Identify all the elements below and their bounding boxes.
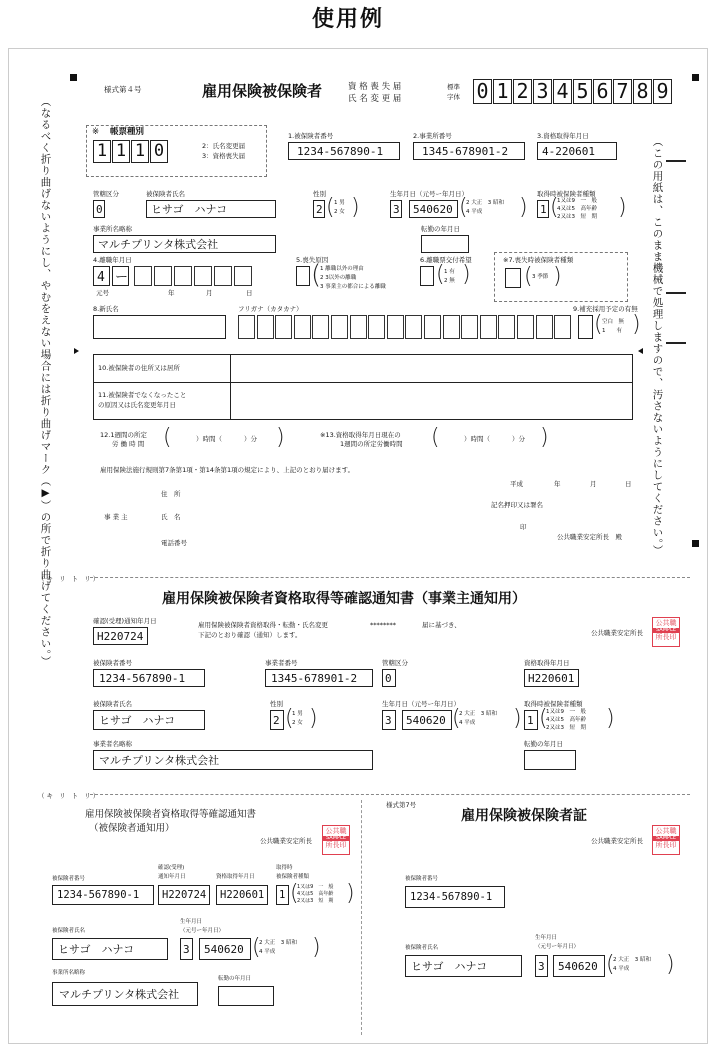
f13-paren-open: (: [431, 425, 440, 450]
notice2-type-label-2: 被保険者種類: [276, 874, 310, 880]
side-note-left: （なるべく折り曲げないようにし、やむをえない場合には折り曲げマーク（▶）の所で折り曲げてください。）: [39, 96, 52, 668]
side-note-right: （この用紙は、このまま機械で処理しますので、汚さないようにしてください。）: [651, 136, 664, 557]
furigana-cell[interactable]: [275, 315, 292, 339]
f12-label-2: 労 働 時 間: [112, 440, 145, 448]
notice1-text-2: 届に基づき、: [422, 621, 461, 629]
card-official-stamp: [652, 825, 680, 855]
furigana-cell[interactable]: [517, 315, 534, 339]
notice2-acq-label: 資格取得年月日: [216, 874, 255, 880]
card-birth-opt-2: 4 平成: [613, 966, 630, 972]
card-birth-label-2: （元号ー年月日）: [535, 944, 580, 950]
date-day: 日: [625, 480, 632, 488]
standard-digit-cell: 5: [573, 79, 592, 104]
leave-date-cell[interactable]: [134, 266, 152, 286]
ledger-digit-cell[interactable]: 1: [112, 140, 130, 163]
notice1-confirm-field[interactable]: H220724: [93, 627, 148, 645]
notice2-birth-paren-open: (: [252, 935, 261, 960]
notice1-type-paren-close: ): [606, 706, 615, 731]
sex-paren-open: (: [326, 195, 335, 220]
f12-label-1: 12.1週間の所定: [100, 431, 147, 439]
name-field[interactable]: ヒサゴ ハナコ: [146, 200, 276, 218]
notice2-birth-opt-2: 4 平成: [259, 949, 276, 955]
notice2-birth-label-1: 生年月日: [180, 919, 203, 925]
f13-paren-close: ): [540, 425, 549, 450]
form-title: 雇用保険被保険者: [202, 82, 323, 100]
ins-opt-3: 2又は3 短 期: [557, 214, 597, 220]
ledger-option-2: 2：氏名変更届: [202, 142, 246, 150]
notice1-era-field[interactable]: 3: [382, 710, 396, 730]
notice1-type-opt-3: 2又は3 短 期: [546, 725, 586, 731]
furigana-cell[interactable]: [387, 315, 404, 339]
notice2-era-field[interactable]: 3: [180, 938, 193, 960]
notice1-name-field[interactable]: ヒサゴ ハナコ: [93, 710, 205, 730]
ledger-option-3: 3：資格喪失届: [202, 152, 246, 160]
f13-label-2: 1週間の所定労働時間: [340, 440, 403, 448]
card-birth-label-1: 生年月日: [535, 935, 558, 941]
notice2-ins-no-field[interactable]: 1234-567890-1: [52, 885, 154, 905]
f5-opt-2: 2 3以外の離職: [320, 275, 357, 281]
card-ins-no-field[interactable]: 1234-567890-1: [405, 886, 505, 908]
notice1-mgmt-field[interactable]: 0: [382, 669, 396, 687]
notice2-title-2: （被保険者通知用）: [89, 823, 175, 834]
stamp-text-1: 公共職: [655, 827, 677, 835]
form-style-no: 様式第４号: [104, 85, 142, 94]
furigana-cell[interactable]: [312, 315, 329, 339]
notice1-office-field[interactable]: マルチプリンタ株式会社: [93, 750, 373, 770]
standard-digit-cell: 7: [613, 79, 632, 104]
card-title: 雇用保険被保険者証: [461, 808, 587, 824]
ledger-label: 帳票種別: [110, 127, 145, 137]
furigana-cell[interactable]: [257, 315, 274, 339]
f12-paren-open: (: [163, 425, 172, 450]
ins-paren-open: (: [550, 195, 559, 220]
f6-opt-1: 1 有: [444, 269, 455, 275]
f4-day: 日: [246, 289, 253, 297]
birth-opt-1: 2 大正 3 昭和: [466, 200, 504, 206]
birth-label: 生年月日（元号ー年月日）: [390, 190, 468, 198]
f6-paren-open: (: [436, 262, 445, 287]
furigana-cell[interactable]: [480, 315, 497, 339]
notice1-transfer-field[interactable]: [524, 750, 576, 770]
stamp-text-3: 所長印: [325, 841, 347, 849]
f7-paren-open: (: [524, 264, 533, 289]
notice1-type-opt-2: 4又は5 高年齢: [546, 717, 586, 723]
stamp-text-2: SAMPLE: [653, 628, 679, 633]
ledger-mark: ※: [92, 127, 100, 137]
separation-slip-field[interactable]: [420, 266, 434, 286]
notice2-type-paren-close: ): [346, 881, 355, 906]
notice2-office-field[interactable]: マルチプリンタ株式会社: [52, 982, 198, 1006]
f7-label: ※7.喪失時被保険者種類: [503, 256, 574, 264]
side-mark-3: [666, 342, 686, 344]
notice1-confirm-label: 確認(受理)通知年月日: [93, 617, 157, 625]
standard-digit-cell: 2: [513, 79, 532, 104]
ins-paren-close: ): [618, 195, 627, 220]
sex-field[interactable]: 2: [313, 200, 325, 218]
card-birth-paren-close: ): [666, 952, 675, 977]
f11-label-2: の原因又は氏名変更年月日: [98, 401, 176, 409]
furigana-cell[interactable]: [498, 315, 515, 339]
furigana-cell[interactable]: [461, 315, 478, 339]
card-style-no: 様式第7号: [386, 801, 417, 809]
notice1-sex-paren-close: ): [309, 706, 318, 731]
cut-label-1: （キ リ ト リ）: [38, 575, 102, 583]
notice2-name-label: 被保険者氏名: [52, 928, 86, 934]
f3-label: 3.資格取得年月日: [537, 132, 589, 140]
notice1-text-1: 雇用保険被保険者資格取得・転勤・氏名変更: [198, 621, 328, 629]
ins-opt-2: 4又は5 高年齢: [557, 206, 597, 212]
date-year: 年: [554, 480, 561, 488]
notice1-birth-field[interactable]: 540620: [402, 710, 452, 730]
alignment-mark-tl: [70, 74, 77, 81]
office-name-field[interactable]: マルチプリンタ株式会社: [93, 235, 276, 253]
notice1-type-paren-open: (: [539, 706, 548, 731]
notice1-birth-paren-close: ): [513, 706, 522, 731]
card-name-label: 被保険者氏名: [405, 945, 439, 951]
fold-mark-right-icon: [638, 348, 643, 354]
notice1-birth-paren-open: (: [452, 706, 461, 731]
f5-opt-3: 3 事業主の都合による離職: [320, 284, 386, 290]
ins-opt-1: 1又は9 一 般: [557, 198, 597, 204]
notice1-text-3: 下記のとおり確認（通知）します。: [198, 631, 302, 639]
f11-label-1: 11.被保険者でなくなったこと: [98, 391, 187, 399]
notice1-office-no-label: 事業者番号: [265, 659, 298, 667]
notice1-office-chief: 公共職業安定所長: [591, 629, 643, 637]
statement: 雇用保険法施行規則第7条第1項・第14条第1項の規定により、上記のとおり届けます。: [100, 466, 355, 474]
f5-label: 5.喪失原因: [296, 256, 329, 264]
f9-opt-1: 空白 無: [602, 319, 625, 325]
notice1-sex-paren-open: (: [285, 706, 294, 731]
f6-label: 6.離職票交付希望: [420, 256, 472, 264]
cut-line-1: [90, 577, 690, 578]
mgmt-field[interactable]: 0: [93, 200, 105, 218]
notice2-birth-opt-1: 2 大正 3 昭和: [259, 940, 297, 946]
sex-paren-close: ): [351, 195, 360, 220]
birth-date-field[interactable]: 540620: [409, 200, 458, 218]
furigana-cell[interactable]: [443, 315, 460, 339]
notice1-type-opt-1: 1又は9 一 般: [546, 709, 586, 715]
standard-digit-cell: 9: [653, 79, 672, 104]
loss-type-field[interactable]: [505, 268, 521, 288]
leave-date-cell[interactable]: [174, 266, 192, 286]
sex-label: 性別: [313, 190, 326, 198]
alignment-mark-br: [692, 540, 699, 547]
notice2-confirm-field[interactable]: H220724: [158, 885, 210, 905]
reason-input[interactable]: [232, 385, 630, 418]
table-divider-v: [230, 354, 231, 420]
notice2-birth-field[interactable]: 540620: [199, 938, 251, 960]
notice2-office-label: 事業所名略称: [52, 970, 86, 976]
notice2-type-field[interactable]: 1: [276, 885, 289, 905]
f2-label: 2.事業所番号: [413, 132, 452, 140]
notice2-title-1: 雇用保険被保険者資格取得等確認通知書: [85, 809, 257, 820]
birth-opt-2: 4 平成: [466, 209, 483, 215]
ledger-digit-cell[interactable]: 0: [150, 140, 168, 163]
std-label-2: 字体: [447, 93, 460, 101]
notice2-name-field[interactable]: ヒサゴ ハナコ: [52, 938, 168, 960]
f9-label: 9.補充採用予定の有無: [573, 305, 638, 313]
seal-label: 記名押印又は署名: [491, 501, 543, 509]
notice1-birth-opt-1: 2 大正 3 昭和: [459, 711, 497, 717]
std-label-1: 標準: [447, 83, 460, 91]
notice1-official-stamp: [652, 617, 680, 647]
leave-date-cell[interactable]: [154, 266, 172, 286]
notice2-acq-field[interactable]: H220601: [216, 885, 268, 905]
ins-type-field[interactable]: 1: [537, 200, 549, 218]
notice2-birth-paren-close: ): [312, 935, 321, 960]
f5-paren-open: (: [311, 260, 322, 290]
cut-line-2: [90, 794, 690, 795]
leave-date-cell[interactable]: [214, 266, 232, 286]
birth-paren-open: (: [459, 195, 468, 220]
f13-label-1: ※13.資格取得年月日現在の: [320, 431, 401, 439]
f9-opt-2: 1 有: [602, 328, 622, 334]
f8-furigana: フリガナ（カタカナ）: [238, 305, 303, 313]
notice1-office-label: 事業者名略称: [93, 740, 132, 748]
f7-opt: 3 季節: [532, 274, 549, 280]
card-birth-field[interactable]: 540620: [553, 955, 605, 977]
date-era: 平成: [510, 480, 523, 488]
stamp-text-2: SAMPLE: [653, 836, 679, 841]
furigana-cell[interactable]: [424, 315, 441, 339]
replacement-field[interactable]: [578, 315, 593, 339]
transfer-date-field[interactable]: [421, 235, 469, 253]
furigana-cell[interactable]: [331, 315, 348, 339]
furigana-cell[interactable]: [554, 315, 571, 339]
address-label: 住 所: [161, 490, 181, 498]
f4-year: 年: [168, 289, 175, 297]
phone-label: 電話番号: [161, 539, 187, 547]
ledger-digit-cell[interactable]: 1: [131, 140, 149, 163]
stamp-text-3: 所長印: [655, 841, 677, 849]
fold-mark-left-icon: [74, 348, 79, 354]
ins-type-label: 取得時被保険者種類: [537, 190, 596, 198]
furigana-cell[interactable]: [405, 315, 422, 339]
f7-paren-close: ): [553, 264, 562, 289]
notice1-mgmt-label: 管轄区分: [382, 659, 408, 667]
page-title: 使用例: [312, 7, 385, 32]
notice1-type-field[interactable]: 1: [524, 710, 538, 730]
employer-label: 事 業 主: [104, 513, 128, 521]
furigana-cell[interactable]: [368, 315, 385, 339]
notice2-transfer-field[interactable]: [218, 986, 274, 1006]
standard-digit-cell: 0: [473, 79, 492, 104]
leave-date-era-field[interactable]: 4: [93, 266, 110, 286]
notice2-confirm-label-2: 通知年月日: [158, 874, 186, 880]
card-birth-opt-1: 2 大正 3 昭和: [613, 957, 651, 963]
to-office-label: 公共職業安定所長 殿: [557, 533, 622, 541]
card-era-field[interactable]: 3: [535, 955, 548, 977]
alignment-mark-tr: [692, 74, 699, 81]
f9-paren-open: (: [594, 312, 603, 337]
notice1-birth-label: 生年月日（元号ー年月日）: [382, 700, 460, 708]
notice1-sex-label: 性別: [270, 700, 283, 708]
form-subtitle-1: 資 格 喪 失 届: [348, 82, 402, 92]
card-name-field[interactable]: ヒサゴ ハナコ: [405, 955, 522, 977]
standard-digit-cell: 8: [633, 79, 652, 104]
f9-paren-close: ): [632, 312, 641, 337]
notice1-title: 雇用保険被保険者資格取得等確認通知書（事業主通知用）: [162, 591, 526, 607]
leave-date-cell[interactable]: [234, 266, 252, 286]
office-label: 事業所名略称: [93, 225, 132, 233]
leave-date-dash-field[interactable]: ー: [112, 266, 129, 286]
notice2-transfer-label: 転勤の年月日: [218, 976, 252, 982]
notice1-sex-opt-2: 2 女: [292, 720, 303, 726]
notice2-confirm-label-1: 確認(受理): [158, 865, 185, 871]
stamp-text-1: 公共職: [655, 619, 677, 627]
f10-label: 10.被保険者の住所又は居所: [98, 364, 180, 372]
ledger-digit-cell[interactable]: 1: [93, 140, 111, 163]
employer-name-label: 氏 名: [161, 513, 181, 521]
side-mark-2: [666, 292, 686, 294]
table-divider-h: [93, 382, 633, 383]
birth-paren-close: ): [519, 195, 528, 220]
f6-opt-2: 2 無: [444, 278, 455, 284]
address-input[interactable]: [232, 356, 630, 380]
f13-minutes: ）分: [512, 435, 525, 443]
loss-cause-field[interactable]: [296, 266, 310, 286]
f4-label: 4.離職年月日: [93, 256, 132, 264]
notice1-stars: ********: [370, 621, 396, 629]
f4-era: 元号: [96, 289, 109, 297]
notice1-type-label: 取得時被保険者種類: [524, 700, 583, 708]
furigana-cell[interactable]: [238, 315, 255, 339]
standard-digit-cell: 4: [553, 79, 572, 104]
f4-month: 月: [206, 289, 213, 297]
transfer-label: 転勤の年月日: [421, 225, 460, 233]
furigana-cell[interactable]: [294, 315, 311, 339]
notice1-acq-field[interactable]: H220601: [524, 669, 579, 687]
acquisition-date-field[interactable]: 4-220601: [537, 142, 617, 160]
notice1-birth-opt-2: 4 平成: [459, 720, 476, 726]
card-ins-no-label: 被保険者番号: [405, 876, 439, 882]
name-label: 被保険者氏名: [146, 190, 185, 198]
new-name-field[interactable]: [93, 315, 226, 339]
notice2-ins-no-label: 被保険者番号: [52, 876, 86, 882]
f5-opt-1: 1 離職以外の理由: [320, 266, 364, 272]
notice2-official-stamp: [322, 825, 350, 855]
insured-number-field[interactable]: 1234-567890-1: [288, 142, 400, 160]
cut-label-2: （キ リ ト リ）: [38, 792, 102, 800]
f13-hours: ）時間（: [464, 435, 490, 443]
notice1-ins-no-field[interactable]: 1234-567890-1: [93, 669, 205, 687]
form-subtitle-2: 氏 名 変 更 届: [348, 94, 402, 104]
sex-opt-2: 2 女: [334, 209, 345, 215]
side-mark-1: [666, 160, 686, 162]
notice2-type-label-1: 取得時: [276, 865, 293, 871]
standard-digit-cell: 6: [593, 79, 612, 104]
leave-date-cell[interactable]: [194, 266, 212, 286]
f6-paren-close: ): [462, 262, 471, 287]
standard-digit-cell: 1: [493, 79, 512, 104]
notice1-office-no-field[interactable]: 1345-678901-2: [265, 669, 373, 687]
sex-opt-1: 1 男: [334, 200, 345, 206]
seal-mark: 印: [520, 523, 527, 531]
notice2-type-paren-open: (: [290, 881, 299, 906]
notice1-name-label: 被保険者氏名: [93, 700, 132, 708]
furigana-cell[interactable]: [350, 315, 367, 339]
f1-label: 1.被保険者番号: [288, 132, 334, 140]
notice2-type-opt-2: 4又は5 高年齢: [297, 891, 334, 897]
f12-hours: ）時間（: [196, 435, 222, 443]
notice1-transfer-label: 転勤の年月日: [524, 740, 563, 748]
stamp-text-2: SAMPLE: [323, 836, 349, 841]
date-month: 月: [590, 480, 597, 488]
card-office-chief: 公共職業安定所長: [591, 837, 643, 845]
notice2-birth-label-2: （元号ー年月日）: [180, 928, 225, 934]
notice2-office-chief: 公共職業安定所長: [260, 837, 312, 845]
office-number-field[interactable]: 1345-678901-2: [413, 142, 525, 160]
center-cut-line: [361, 800, 362, 1035]
birth-era-field[interactable]: 3: [390, 200, 402, 218]
notice1-sex-field[interactable]: 2: [270, 710, 284, 730]
f12-paren-close: ): [276, 425, 285, 450]
mgmt-label: 管轄区分: [93, 190, 119, 198]
notice1-sex-opt-1: 1 男: [292, 711, 303, 717]
f12-minutes: ）分: [244, 435, 257, 443]
notice2-type-opt-3: 2又は3 短 期: [297, 898, 334, 904]
card-birth-paren-open: (: [606, 952, 615, 977]
notice1-ins-no-label: 被保険者番号: [93, 659, 132, 667]
standard-digit-cell: 3: [533, 79, 552, 104]
stamp-text-3: 所長印: [655, 633, 677, 641]
f8-label: 8.新氏名: [93, 305, 119, 313]
furigana-cell[interactable]: [536, 315, 553, 339]
notice1-acq-label: 資格取得年月日: [524, 659, 570, 667]
notice2-type-opt-1: 1又は9 一 般: [297, 884, 334, 890]
stamp-text-1: 公共職: [325, 827, 347, 835]
